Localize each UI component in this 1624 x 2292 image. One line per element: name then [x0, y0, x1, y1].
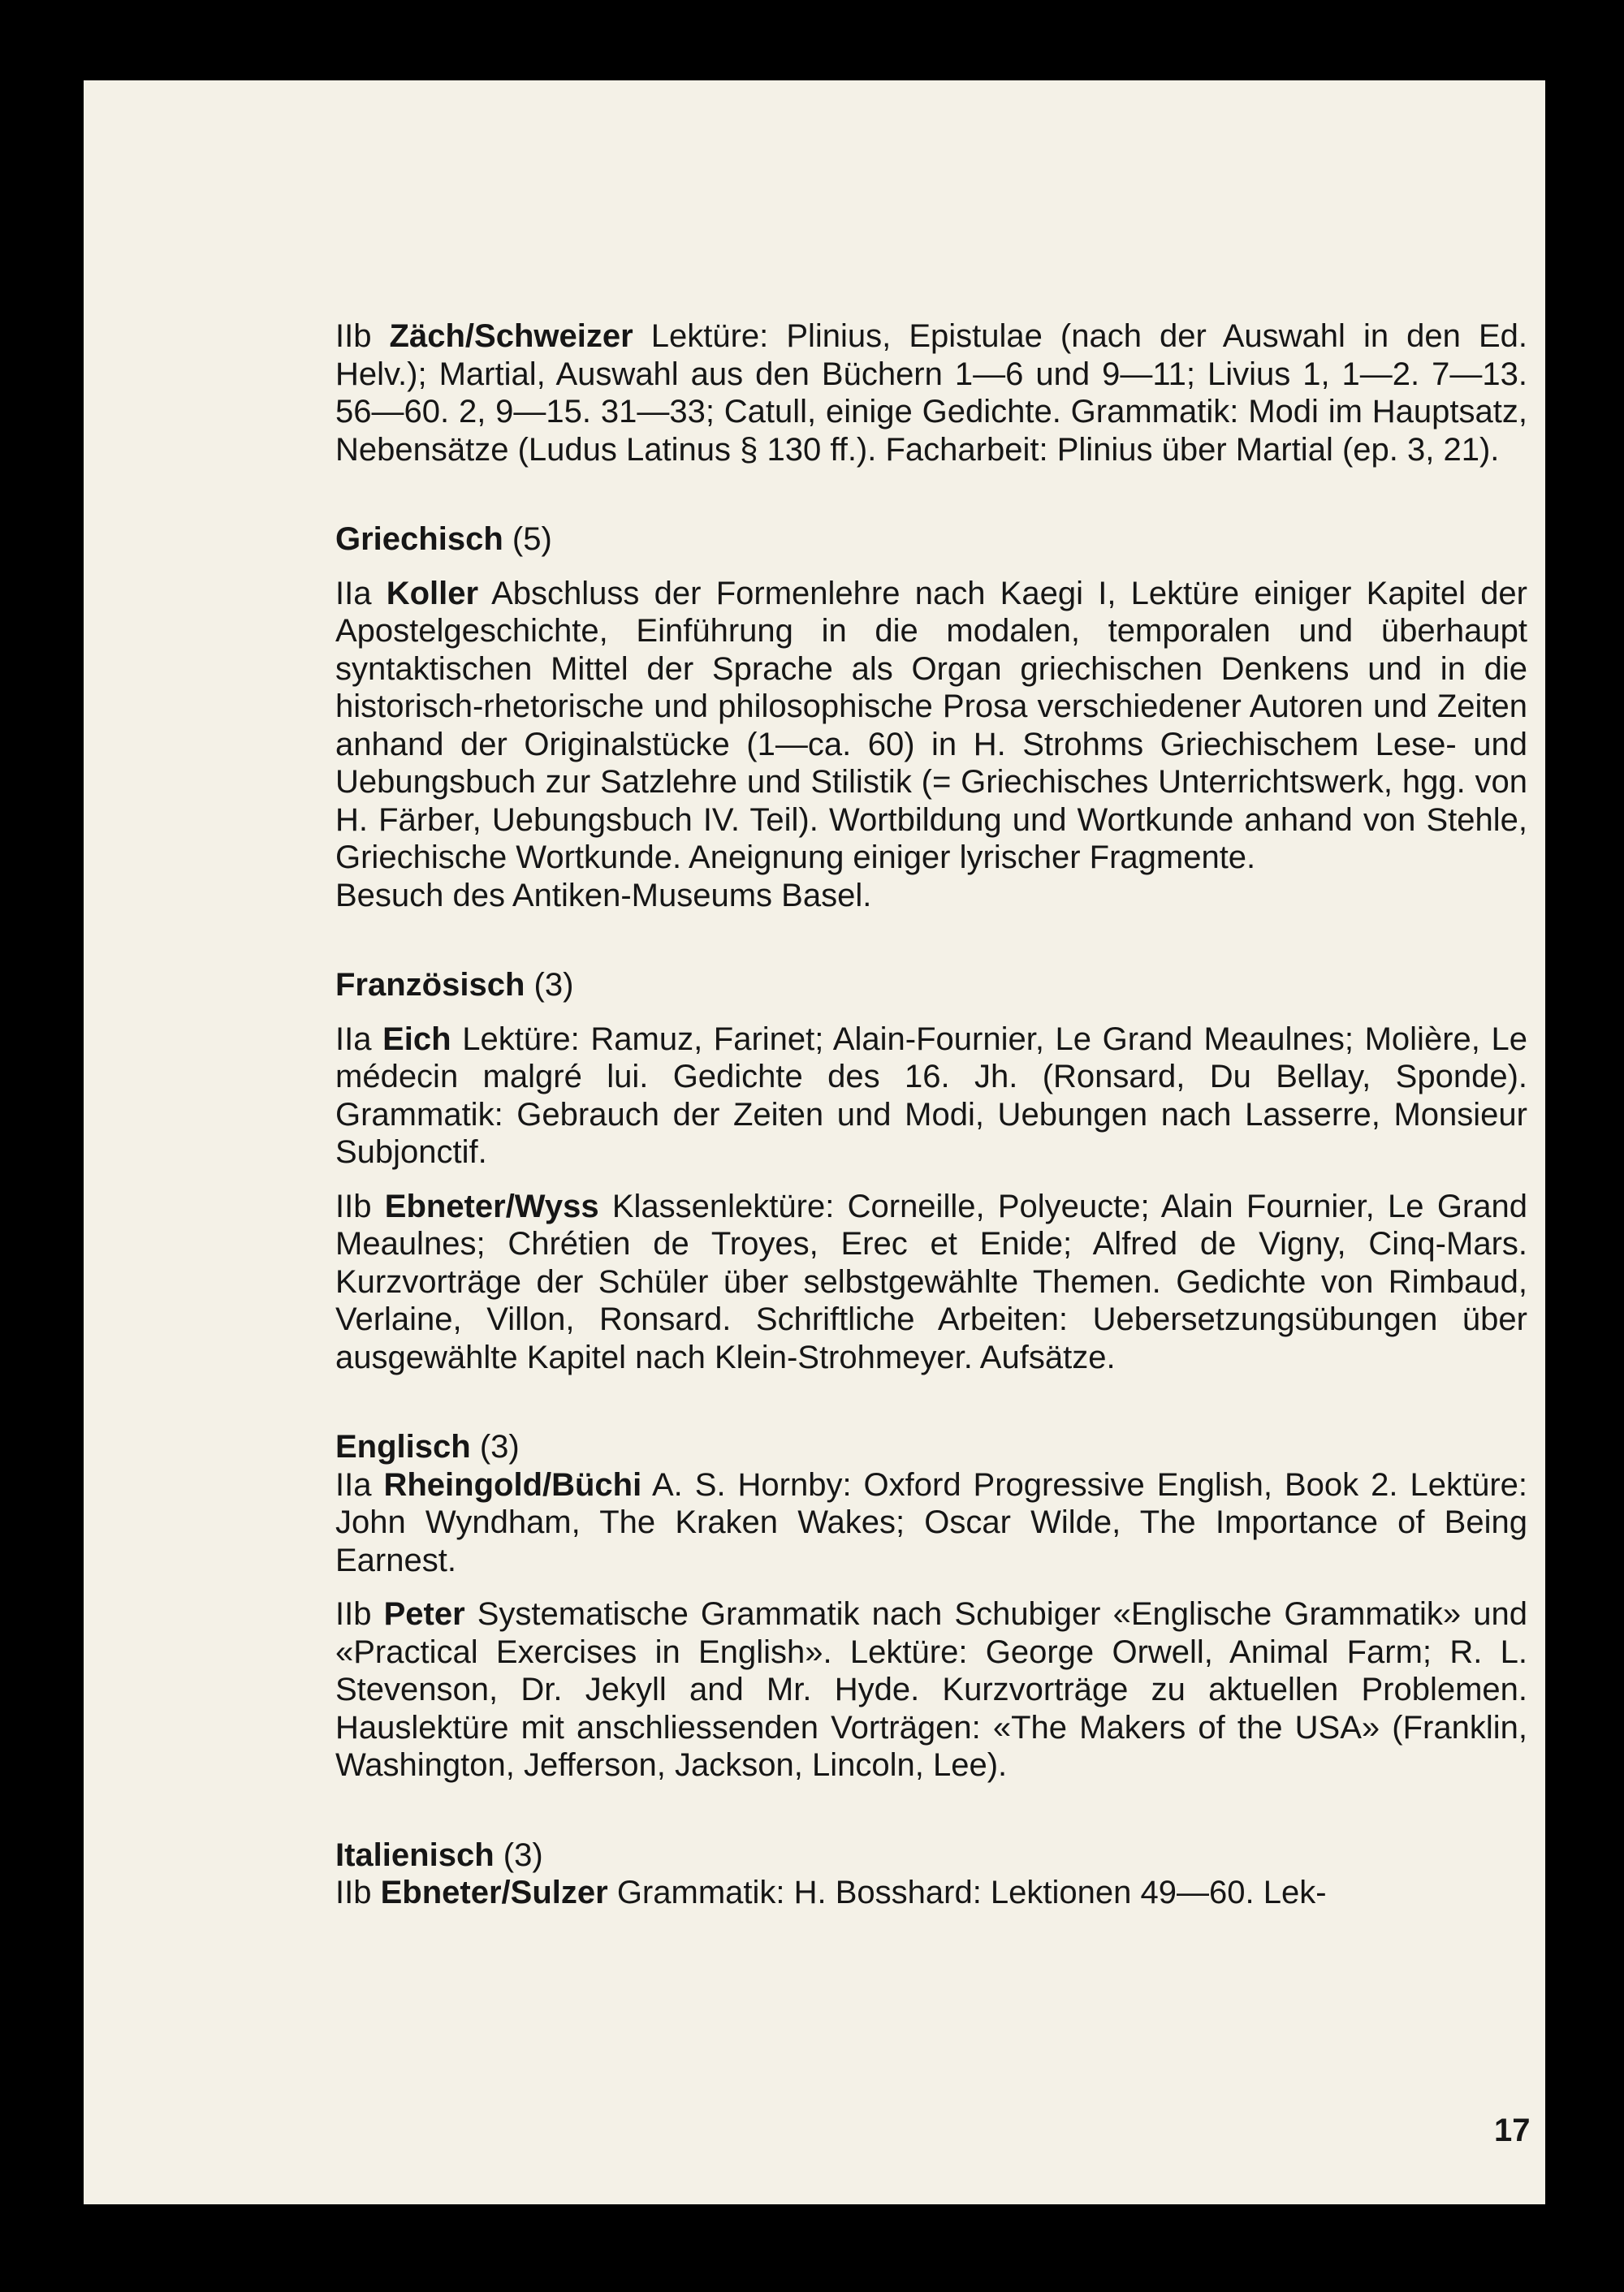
entry-text: Systematische Grammatik nach Schubiger «Englische Grammatik» und «Practical Exercises in English». Lektüre: George Orwell, Animal Farm; R. L. Stevenson, Dr. Jekyll and Mr. Hyde. Kurzvorträge zu aktuellen Problemen. Hauslektüre mit anschliessenden Vorträgen: «The Makers of the USA» (Franklin, Washington, Jefferson, Jackson, Lincoln, Lee).	[335, 1596, 1527, 1783]
subject-title: Französisch	[335, 967, 525, 1003]
section-heading-italienisch	[335, 1837, 1527, 1875]
class-label: IIb	[335, 1188, 372, 1224]
entry-franzoesisch-iia	[335, 1021, 1527, 1172]
entry-englisch-iib	[335, 1595, 1527, 1785]
entry-text: A. S. Hornby: Oxford Progressive English, Book 2. Lektüre: John Wyndham, The Kraken Wakes; Oscar Wilde, The Importance of Being Earnest.	[335, 1466, 1527, 1578]
entry-latin-iib	[335, 317, 1527, 468]
teacher-name: Rheingold/Büchi	[383, 1466, 642, 1503]
class-label: IIa	[335, 1021, 372, 1057]
section-heading-griechisch	[335, 520, 1527, 559]
subject-title: Italienisch	[335, 1837, 495, 1873]
entry-text: Abschluss der Formenlehre nach Kaegi I, Lektüre einiger Kapitel der Apostelgeschichte, Einführung in die modalen, temporalen und überhaupt syntaktischen Mittel der Sprache als Organ griechischen Denkens und in die historisch-rhetorische und philosophische Prosa verschiedener Autoren und Zeiten anhand der Originalstücke (1—ca. 60) in H. Strohms Griechischem Lese- und Uebungsbuch zur Satzlehre und Stilistik (= Griechisches Unterrichtswerk, hgg. von H. Färber, Uebungsbuch IV. Teil). Wortbildung und Wortkunde anhand von Stehle, Griechische Wortkunde. Aneignung einiger lyrischer Fragmente.	[335, 575, 1528, 875]
teacher-name: Peter	[383, 1596, 465, 1632]
page-number: 17	[1494, 2113, 1531, 2148]
class-label: IIb	[335, 1596, 372, 1632]
teacher-name: Ebneter/Wyss	[384, 1188, 599, 1224]
section-heading-franzoesisch	[335, 966, 1527, 1004]
entry-text: Lektüre: Ramuz, Farinet; Alain-Fournier, Le Grand Meaulnes; Molière, Le médecin malgré lui. Gedichte des 16. Jh. (Ronsard, Du Bellay, Sponde). Grammatik: Gebrauch der Zeiten und Modi, Uebungen nach Lasserre, Monsieur Subjonctif.	[335, 1021, 1527, 1170]
teacher-name: Koller	[386, 575, 479, 611]
page-content	[335, 317, 1527, 1912]
subject-title: Englisch	[335, 1429, 471, 1465]
lesson-hours: (5)	[512, 521, 552, 557]
lesson-hours: (3)	[479, 1429, 520, 1465]
class-label: IIa	[335, 575, 372, 611]
section-heading-englisch	[335, 1428, 1527, 1466]
teacher-name: Zäch/Schweizer	[389, 318, 633, 354]
entry-extra-line: Besuch des Antiken-Museums Basel.	[335, 877, 872, 913]
entry-text: Lektüre: Plinius, Epistulae (nach der Auswahl in den Ed. Helv.); Martial, Auswahl aus den Büchern 1—6 und 9—11; Livius 1, 1—2. 7—13. 56—60. 2, 9—15. 31—33; Catull, einige Gedichte. Grammatik: Modi im Hauptsatz, Nebensätze (Ludus Latinus § 130 ff.). Facharbeit: Plinius über Martial (ep. 3, 21).	[335, 318, 1527, 468]
entry-text: Klassenlektüre: Corneille, Polyeucte; Alain Fournier, Le Grand Meaulnes; Chrétien de Troyes, Erec et Enide; Alfred de Vigny, Cinq-Mars. Kurzvorträge der Schüler über selbstgewählte Themen. Gedichte von Rimbaud, Verlaine, Villon, Ronsard. Schriftliche Arbeiten: Uebersetzungsübungen über ausgewählte Kapitel nach Klein-Strohmeyer. Aufsätze.	[335, 1188, 1527, 1375]
lesson-hours: (3)	[533, 967, 574, 1003]
document-page	[84, 80, 1545, 2204]
class-label: IIb	[335, 1875, 372, 1910]
entry-griechisch-iia	[335, 575, 1527, 915]
entry-englisch-iia	[335, 1466, 1527, 1580]
class-label: IIa	[335, 1466, 372, 1503]
subject-title: Griechisch	[335, 521, 503, 557]
class-label: IIb	[335, 318, 372, 354]
entry-italienisch-iib	[335, 1874, 1527, 1912]
teacher-name: Ebneter/Sulzer	[380, 1875, 608, 1910]
entry-text: Grammatik: H. Bosshard: Lektionen 49—60. Lek-	[616, 1875, 1327, 1910]
teacher-name: Eich	[382, 1021, 451, 1057]
lesson-hours: (3)	[503, 1837, 543, 1873]
entry-franzoesisch-iib	[335, 1188, 1527, 1377]
